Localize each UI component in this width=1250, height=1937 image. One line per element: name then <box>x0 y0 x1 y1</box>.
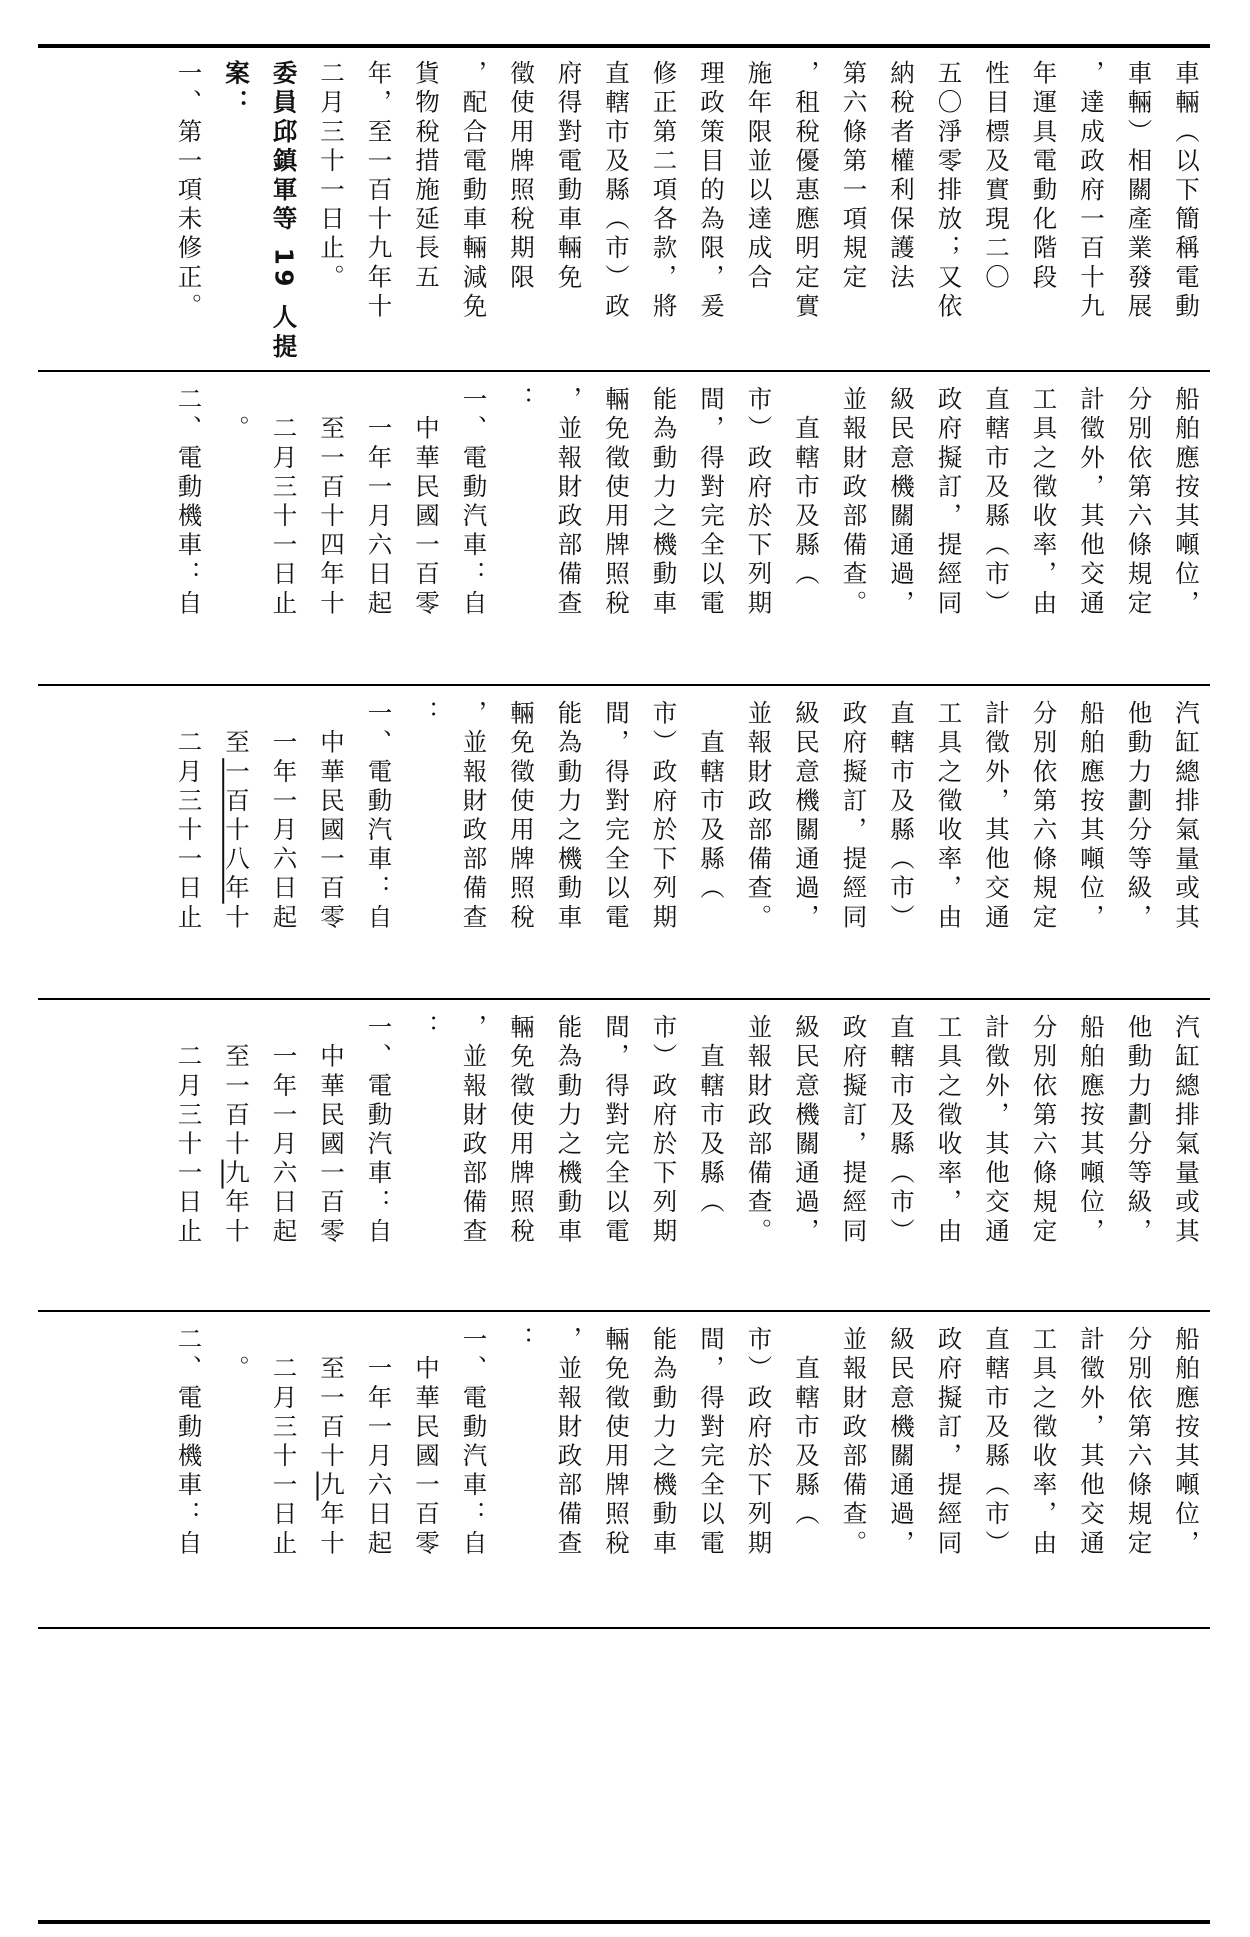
band-divider-5 <box>38 1627 1210 1629</box>
text-column <box>1068 60 1116 360</box>
text-segment: 貨物稅措施延長五 <box>412 60 441 293</box>
text-column <box>1068 1014 1116 1304</box>
text-segment: 第六條第一項規定 <box>839 60 869 293</box>
text-segment: 一年一月六日起 <box>364 386 394 619</box>
text-column <box>545 1014 593 1304</box>
text-segment: 計徵外，其他交通 <box>982 700 1011 933</box>
text-segment: 一年一月六日起 <box>269 700 299 933</box>
top-border <box>38 44 1210 48</box>
text-column <box>925 1326 973 1621</box>
text-segment: 納稅者權利保護法 <box>887 60 916 293</box>
text-segment: ： <box>412 700 441 730</box>
text-segment: 政府擬訂，提經同 <box>839 700 869 933</box>
text-column <box>1068 386 1116 676</box>
text-column <box>545 1326 593 1621</box>
text-column <box>1020 386 1068 676</box>
text-segment: 能為動力之機動車 <box>554 700 584 933</box>
text-band-5 <box>38 1326 1210 1621</box>
text-segment: 能為動力之機動車 <box>649 1326 679 1559</box>
text-column <box>973 1326 1021 1621</box>
bold-heading-text: 案： <box>222 60 251 119</box>
text-column <box>1068 1326 1116 1621</box>
text-segment: 分別依第六條規定 <box>1029 1014 1059 1247</box>
text-column <box>165 1326 213 1621</box>
text-column <box>498 386 546 676</box>
text-segment: ： <box>507 1326 536 1356</box>
text-segment: 船舶應按其噸位， <box>1077 1014 1106 1247</box>
text-segment: 輛免徵使用牌照稅 <box>507 1014 536 1247</box>
text-column <box>308 60 356 360</box>
text-segment: 級民意機關通過， <box>792 700 821 933</box>
text-segment: 理政策目的為限，爰 <box>697 60 726 322</box>
text-segment: 年十 <box>222 1188 251 1247</box>
text-segment: 直轄市及縣（市） <box>887 1014 916 1247</box>
band-divider-4 <box>38 1310 1210 1312</box>
text-column <box>783 1014 831 1304</box>
text-segment: 市）政府於下列期 <box>744 1326 774 1559</box>
text-segment: 直轄市及縣（ <box>792 386 821 590</box>
text-segment: 至一百十 <box>317 1326 346 1472</box>
text-column <box>735 386 783 676</box>
text-column <box>1068 700 1116 990</box>
text-column <box>213 60 261 360</box>
text-segment: 一、電動汽車：自 <box>364 1014 394 1247</box>
text-column <box>498 700 546 990</box>
text-band-2 <box>38 386 1210 676</box>
text-segment: 二、電動機車：自 <box>174 1326 204 1559</box>
text-column <box>925 700 973 990</box>
text-segment: 直轄市及縣（市） <box>982 386 1011 619</box>
text-segment: 中華民國一百零 <box>412 1326 441 1559</box>
text-column <box>260 700 308 990</box>
text-column <box>878 60 926 360</box>
text-column <box>403 1014 451 1304</box>
amended-text: 一百十八年 <box>222 758 251 904</box>
text-segment: 二月三十一日止 <box>174 700 204 933</box>
text-segment: 計徵外，其他交通 <box>1077 1326 1106 1559</box>
text-column <box>688 1326 736 1621</box>
text-segment: 二月三十一日止。 <box>317 60 346 293</box>
text-segment: 並報財政部備查。 <box>839 386 869 619</box>
text-column <box>830 60 878 360</box>
text-segment: 汽缸總排氣量或其 <box>1172 1014 1201 1247</box>
text-column <box>640 1014 688 1304</box>
text-column <box>735 700 783 990</box>
text-column <box>1163 60 1211 360</box>
text-segment: 工具之徵收率，由 <box>1029 1326 1059 1559</box>
text-segment: 並報財政部備查。 <box>744 1014 774 1247</box>
text-segment: 中華民國一百零 <box>412 386 441 619</box>
text-segment: 他動力劃分等級， <box>1124 1014 1154 1247</box>
text-segment: 級民意機關通過， <box>887 386 916 619</box>
text-segment: 直轄市及縣（市） <box>982 1326 1011 1559</box>
text-column <box>878 700 926 990</box>
text-column <box>830 700 878 990</box>
text-segment: 市）政府於下列期 <box>744 386 774 619</box>
text-column <box>688 700 736 990</box>
text-column <box>1115 1014 1163 1304</box>
text-column <box>308 386 356 676</box>
text-segment: 船舶應按其噸位， <box>1172 1326 1201 1559</box>
text-column <box>450 1326 498 1621</box>
text-column <box>925 60 973 360</box>
text-column <box>450 700 498 990</box>
text-segment: 能為動力之機動車 <box>554 1014 584 1247</box>
text-segment: 一、電動汽車：自 <box>459 1326 489 1559</box>
text-column <box>878 386 926 676</box>
text-segment: 一年一月六日起 <box>269 1014 299 1247</box>
text-column <box>308 1014 356 1304</box>
text-column <box>688 60 736 360</box>
text-segment: 二月三十一日止 <box>269 386 299 619</box>
text-column <box>925 386 973 676</box>
text-segment: 他動力劃分等級， <box>1124 700 1154 933</box>
text-column <box>213 1326 261 1621</box>
text-segment: 輛免徵使用牌照稅 <box>602 386 631 619</box>
text-segment: 市）政府於下列期 <box>649 700 679 933</box>
text-segment: 市）政府於下列期 <box>649 1014 679 1247</box>
text-column <box>925 1014 973 1304</box>
text-segment: 五〇淨零排放；又依 <box>934 60 964 322</box>
text-column <box>593 1014 641 1304</box>
text-column <box>640 700 688 990</box>
text-segment: 二、電動機車：自 <box>174 386 204 619</box>
text-column <box>213 1014 261 1304</box>
text-column <box>1115 60 1163 360</box>
band-divider-3 <box>38 998 1210 1000</box>
band-1-text <box>165 60 1210 363</box>
text-segment: 中華民國一百零 <box>317 1014 346 1247</box>
text-segment: 。 <box>222 386 251 445</box>
text-segment: 一、第一項未修正。 <box>174 60 204 322</box>
text-segment: ： <box>412 1014 441 1044</box>
band-2-text <box>165 386 1210 676</box>
amended-text: 九 <box>317 1471 346 1501</box>
text-segment: 間，得對完全以電 <box>697 386 726 619</box>
text-segment: 政府擬訂，提經同 <box>934 386 964 619</box>
text-column <box>973 1014 1021 1304</box>
text-column <box>260 1326 308 1621</box>
text-segment: 施年限並以達成合 <box>744 60 774 293</box>
text-segment: ： <box>507 386 536 416</box>
text-segment: 至 <box>222 700 251 759</box>
text-column <box>498 1014 546 1304</box>
text-column <box>1020 700 1068 990</box>
text-segment: 直轄市及縣（ <box>697 700 726 904</box>
text-segment: 年，至一百十九年十 <box>364 60 394 322</box>
text-column <box>593 386 641 676</box>
text-segment: 能為動力之機動車 <box>649 386 679 619</box>
text-column <box>308 1326 356 1621</box>
text-segment: 級民意機關通過， <box>887 1326 916 1559</box>
text-column <box>1163 1326 1211 1621</box>
text-column <box>1163 1014 1211 1304</box>
text-column <box>830 1326 878 1621</box>
band-divider-2 <box>38 684 1210 686</box>
text-column <box>830 386 878 676</box>
text-column <box>1163 386 1211 676</box>
text-column <box>688 1014 736 1304</box>
text-column <box>1115 386 1163 676</box>
text-segment: 並報財政部備查。 <box>839 1326 869 1559</box>
text-segment: 政府擬訂，提經同 <box>839 1014 869 1247</box>
text-column <box>878 1326 926 1621</box>
text-segment: 分別依第六條規定 <box>1124 1326 1154 1559</box>
text-segment: ，租稅優惠應明定實 <box>792 60 821 322</box>
text-band-4 <box>38 1014 1210 1304</box>
text-column <box>308 700 356 990</box>
text-column <box>355 60 403 360</box>
text-segment: 一年一月六日起 <box>364 1326 394 1559</box>
text-segment: 船舶應按其噸位， <box>1077 700 1106 933</box>
text-segment: ，並報財政部備查 <box>459 700 489 933</box>
text-segment: 政府擬訂，提經同 <box>934 1326 964 1559</box>
text-column <box>545 386 593 676</box>
text-column <box>450 60 498 360</box>
text-column <box>640 1326 688 1621</box>
text-column <box>973 386 1021 676</box>
text-segment: 間，得對完全以電 <box>697 1326 726 1559</box>
text-column <box>640 386 688 676</box>
text-segment: ，並報財政部備查 <box>554 386 584 619</box>
text-segment: 間，得對完全以電 <box>602 1014 631 1247</box>
text-segment: 並報財政部備查。 <box>744 700 774 933</box>
text-column <box>878 1014 926 1304</box>
text-segment: 中華民國一百零 <box>317 700 346 933</box>
text-segment: ，配合電動車輛減免 <box>459 60 489 322</box>
text-column <box>403 60 451 360</box>
text-column <box>498 60 546 360</box>
band-4-text <box>165 1014 1210 1304</box>
text-column <box>973 700 1021 990</box>
band-5-text <box>165 1326 1210 1621</box>
amended-text: 九 <box>222 1159 251 1189</box>
text-column <box>545 60 593 360</box>
text-column <box>783 386 831 676</box>
text-segment: 二月三十一日止 <box>269 1326 299 1559</box>
text-segment: 計徵外，其他交通 <box>982 1014 1011 1247</box>
bold-heading-text: 委員邱鎮軍等 19 人提 <box>269 60 299 363</box>
text-column <box>783 700 831 990</box>
text-column <box>1163 700 1211 990</box>
text-column <box>783 60 831 360</box>
text-column <box>213 700 261 990</box>
text-segment: 工具之徵收率，由 <box>934 700 964 933</box>
text-segment: 修正第二項各款，將 <box>649 60 679 322</box>
text-column <box>498 1326 546 1621</box>
text-column <box>450 1014 498 1304</box>
text-column <box>165 60 213 360</box>
text-column <box>735 1326 783 1621</box>
text-segment: 計徵外，其他交通 <box>1077 386 1106 619</box>
text-segment: 年十 <box>317 1500 346 1559</box>
text-column <box>593 700 641 990</box>
text-segment: 間，得對完全以電 <box>602 700 631 933</box>
text-column <box>783 1326 831 1621</box>
text-column <box>403 386 451 676</box>
text-column <box>640 60 688 360</box>
text-column <box>735 1014 783 1304</box>
text-segment: 。 <box>222 1326 251 1385</box>
text-column <box>973 60 1021 360</box>
text-segment: 級民意機關通過， <box>792 1014 821 1247</box>
text-segment: 船舶應按其噸位， <box>1172 386 1201 619</box>
text-column <box>1115 700 1163 990</box>
text-column <box>355 1014 403 1304</box>
text-column <box>355 386 403 676</box>
text-segment: ，並報財政部備查 <box>459 1014 489 1247</box>
text-segment: 直轄市及縣（市） <box>887 700 916 933</box>
text-column <box>355 700 403 990</box>
text-segment: 直轄市及縣（ <box>792 1326 821 1530</box>
band-divider-1 <box>38 370 1210 372</box>
text-band-1 <box>38 60 1210 363</box>
text-segment: 年運具電動化階段 <box>1029 60 1059 293</box>
text-column <box>545 700 593 990</box>
text-segment: 輛免徵使用牌照稅 <box>602 1326 631 1559</box>
text-segment: 至一百十 <box>222 1014 251 1160</box>
text-segment: 車輛（以下簡稱電動 <box>1172 60 1201 322</box>
text-column <box>403 1326 451 1621</box>
text-column <box>260 386 308 676</box>
text-segment: 車輛）相關產業發展 <box>1124 60 1154 322</box>
bottom-border <box>38 1920 1210 1924</box>
text-segment: 十 <box>222 903 251 933</box>
text-segment: 二月三十一日止 <box>174 1014 204 1247</box>
text-column <box>593 60 641 360</box>
text-column <box>355 1326 403 1621</box>
text-column <box>593 1326 641 1621</box>
text-column <box>260 1014 308 1304</box>
text-segment: 府得對電動車輛免 <box>554 60 584 293</box>
text-segment: 輛免徵使用牌照稅 <box>507 700 536 933</box>
text-segment: 性目標及實現二〇 <box>982 60 1011 293</box>
text-column <box>260 60 308 363</box>
text-segment: ，達成政府一百十九 <box>1077 60 1106 322</box>
text-column <box>165 700 213 990</box>
text-column <box>830 1014 878 1304</box>
text-segment: 工具之徵收率，由 <box>1029 386 1059 619</box>
text-column <box>403 700 451 990</box>
text-column <box>165 1014 213 1304</box>
text-column <box>450 386 498 676</box>
text-segment: 直轄市及縣（市）政 <box>602 60 631 322</box>
text-segment: 工具之徵收率，由 <box>934 1014 964 1247</box>
text-segment: 直轄市及縣（ <box>697 1014 726 1218</box>
text-column <box>213 386 261 676</box>
text-column <box>688 386 736 676</box>
text-column <box>735 60 783 360</box>
text-segment: 分別依第六條規定 <box>1124 386 1154 619</box>
text-column <box>1020 1014 1068 1304</box>
text-column <box>165 386 213 676</box>
text-column <box>1020 60 1068 360</box>
text-segment: ，並報財政部備查 <box>554 1326 584 1559</box>
text-column <box>1020 1326 1068 1621</box>
text-segment: 分別依第六條規定 <box>1029 700 1059 933</box>
text-segment: 至一百十四年十 <box>317 386 346 619</box>
text-segment: 汽缸總排氣量或其 <box>1172 700 1201 933</box>
text-band-3 <box>38 700 1210 990</box>
text-segment: 一、電動汽車：自 <box>364 700 394 933</box>
text-column <box>1115 1326 1163 1621</box>
band-3-text <box>165 700 1210 990</box>
text-segment: 徵使用牌照稅期限 <box>507 60 536 293</box>
text-segment: 一、電動汽車：自 <box>459 386 489 619</box>
